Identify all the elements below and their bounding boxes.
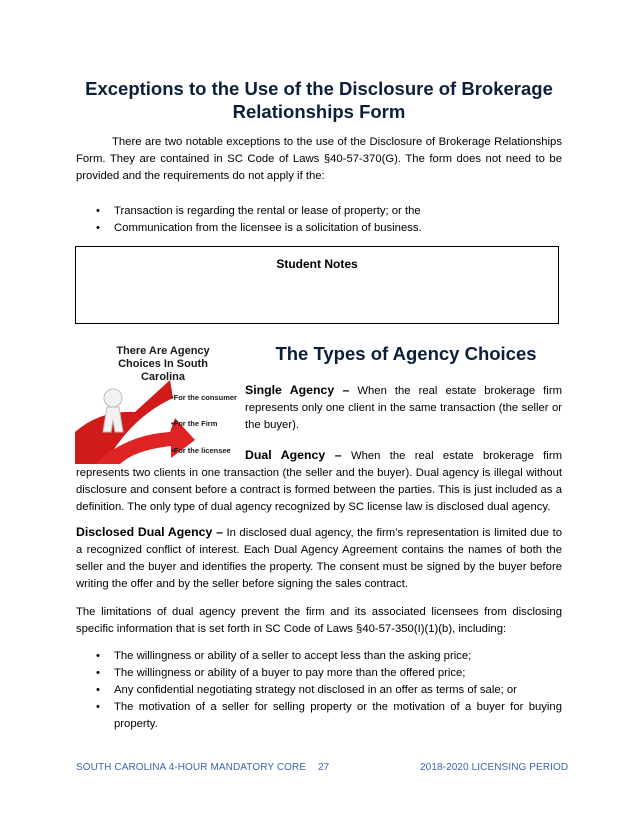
agency-choices-clipart: [75, 340, 241, 464]
list-item: • The willingness or ability of a seller to accept less than the asking price;: [76, 648, 562, 665]
single-agency-text: When the real estate brokerage firm represents only one client in the same transaction (the seller or the buyer).: [245, 385, 562, 431]
clipart-item: •For the consumer: [171, 393, 237, 402]
exceptions-list: [76, 203, 562, 237]
intro-paragraph: There are two notable exceptions to the use of the Disclosure of Brokerage Relationships Form. They are contained in SC Code of Laws §40-57-370(G). The form does not need to be provided and the requirements do not apply if the:: [76, 136, 562, 182]
list-item: • The willingness or ability of a buyer to pay more than the offered price;: [76, 665, 562, 682]
dual-agency-text: When the real estate brokerage firm represents two clients in one transaction (the seller and the buyer). Dual agency is illegal without disclosure and consent before a contract is formed between the parties. This is just included as a definition. The only type of dual agency recognized by SC license law is disclosed dual agency.: [76, 450, 562, 513]
bullet-icon: •: [96, 650, 100, 662]
limitations-paragraph: The limitations of dual agency prevent the firm and its associated licensees from disclosing specific information that is set forth in SC Code of Laws §40-57-350(I)(1)(b), including:: [76, 606, 562, 635]
single-agency-paragraph: [245, 382, 562, 434]
disclosed-dual-text: In disclosed dual agency, the firm’s representation is limited due to a recognized conflict of interest. Each Dual Agency Agreement contains the names of both the seller and the buyer and identifies the property. The consent must be signed by the buyer before writing the offer and by the seller before signing the sales contract.: [76, 527, 563, 590]
dual-agency-paragraph: [76, 447, 562, 516]
bullet-icon: •: [96, 701, 100, 713]
clipart-text-line: Carolina: [140, 371, 186, 383]
student-notes-label: Student Notes: [276, 257, 358, 271]
bullet-icon: •: [96, 222, 100, 234]
clipart-item: •For the licensee: [171, 446, 231, 455]
page-title: Exceptions to the Use of the Disclosure of Brokerage Relationships Form: [85, 78, 553, 122]
single-agency-term: Single Agency –: [245, 383, 350, 397]
bullet-icon: •: [96, 205, 100, 217]
disclosed-dual-term: Disclosed Dual Agency –: [76, 525, 223, 539]
list-item: • Transaction is regarding the rental or lease of property; or the: [76, 203, 562, 220]
list-item: • The motivation of a seller for selling property or the motivation of a buyer for buying property.: [96, 701, 562, 730]
types-heading: The Types of Agency Choices: [275, 343, 537, 364]
clipart-text-line: There Are Agency: [116, 345, 210, 357]
clipart-image: [75, 340, 241, 464]
limitations-list: [76, 648, 562, 733]
student-notes-box: [75, 246, 559, 324]
bullet-icon: •: [96, 667, 100, 679]
list-item: • Any confidential negotiating strategy not disclosed in an offer as terms of sale; or: [76, 682, 562, 699]
list-item: • Communication from the licensee is a solicitation of business.: [76, 220, 562, 237]
bullet-icon: •: [96, 684, 100, 696]
footer-course-name: SOUTH CAROLINA 4-HOUR MANDATORY CORE: [76, 762, 307, 773]
clipart-item: •For the Firm: [171, 419, 218, 428]
clipart-text-line: Choices In South: [118, 358, 208, 370]
footer-page-number: 27: [318, 762, 330, 773]
footer-licensing-period: 2018-2020 LICENSING PERIOD: [420, 762, 569, 773]
dual-agency-term: Dual Agency –: [245, 448, 342, 462]
disclosed-dual-paragraph: [76, 524, 562, 593]
figure-head-icon: [104, 389, 122, 407]
